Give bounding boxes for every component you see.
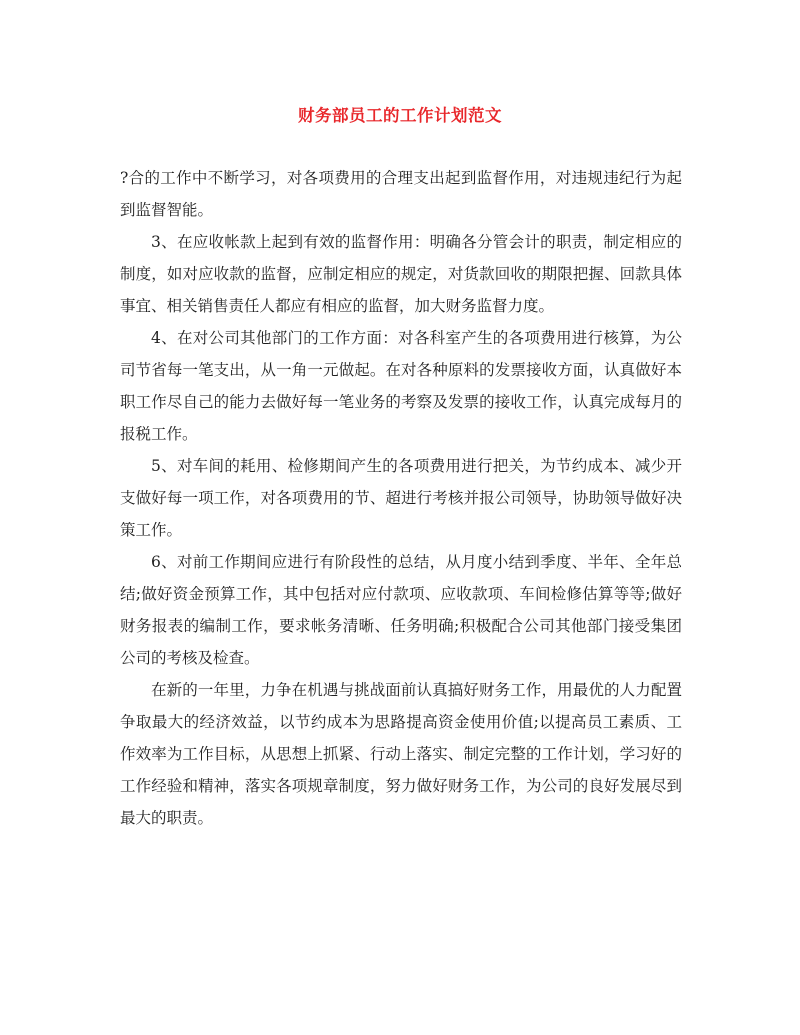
paragraph-item-4: 4、在对公司其他部门的工作方面：对各科室产生的各项费用进行核算，为公司节省每一笔支出，从一角一元做起。在对各种原料的发票接收方面，认真做好本职工作尽自己的能力去做好每一笔业务的考察及发票的接收工作，认真完成每月的报税工作。 bbox=[120, 329, 682, 443]
paragraph-item-5: 5、对车间的耗用、检修期间产生的各项费用进行把关，为节约成本、减少开支做好每一项工作，对各项费用的节、超进行考核并报公司领导，协助领导做好决策工作。 bbox=[120, 457, 682, 539]
paragraph-item-6: 6、对前工作期间应进行有阶段性的总结，从月度小结到季度、半年、全年总结;做好资金预算工作，其中包括对应付款项、应收款项、车间检修估算等等;做好财务报表的编制工作，要求帐务清晰、任务明确;积极配合公司其他部门接受集团公司的考核及检查。 bbox=[120, 553, 682, 667]
document-body bbox=[120, 162, 682, 834]
paragraph-item-3: 3、在应收帐款上起到有效的监督作用：明确各分管会计的职责，制定相应的制度，如对应收款的监督，应制定相应的规定，对货款回收的期限把握、回款具体事宜、相关销售责任人都应有相应的监督，加大财务监督力度。 bbox=[120, 233, 682, 315]
paragraph-continuation: ?合的工作中不断学习，对各项费用的合理支出起到监督作用，对违规违纪行为起到监督智能。 bbox=[120, 169, 682, 219]
document-title: 财务部员工的工作计划范文 bbox=[298, 106, 502, 125]
paragraph-conclusion: 在新的一年里，力争在机遇与挑战面前认真搞好财务工作，用最优的人力配置争取最大的经济效益，以节约成本为思路提高资金使用价值;以提高员工素质、工作效率为工作目标，从思想上抓紧、行动上落实、制定完整的工作计划，学习好的工作经验和精神，落实各项规章制度，努力做好财务工作，为公司的良好发展尽到最大的职责。 bbox=[120, 681, 682, 827]
